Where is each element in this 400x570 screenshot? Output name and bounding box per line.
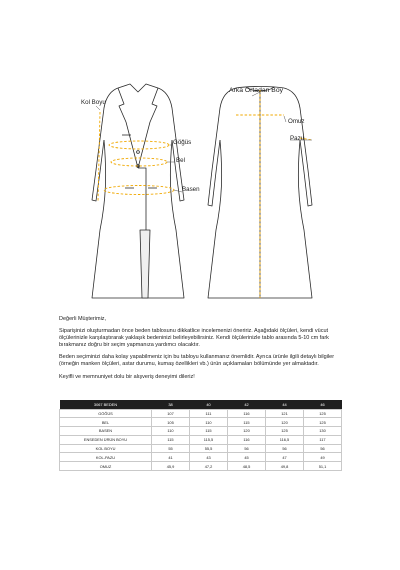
- table-cell: 125: [266, 427, 304, 436]
- table-cell: 47: [266, 453, 304, 462]
- table-cell: 55: [152, 444, 190, 453]
- table-cell: 125: [304, 409, 342, 418]
- label-bicep: Pazu: [290, 135, 305, 142]
- table-cell: 116: [228, 435, 266, 444]
- table-cell: 49,8: [266, 462, 304, 471]
- label-hip: Basen: [182, 186, 200, 193]
- table-cell: 56: [228, 444, 266, 453]
- table-cell: 45: [228, 453, 266, 462]
- size-chart-table: [59, 400, 342, 471]
- table-cell: 107: [152, 409, 190, 418]
- sleeve-length-guide: [98, 112, 100, 202]
- letter-closing: Keyifli ve memnuniyet dolu bir alışveriş deneyimi dileriz!: [59, 373, 195, 380]
- label-waist: Bel: [176, 157, 185, 164]
- table-row: [60, 427, 342, 436]
- table-cell: 115: [190, 427, 228, 436]
- header-cell: 46: [304, 400, 342, 409]
- hip-guide: [104, 186, 174, 195]
- row-label: BASEN: [60, 427, 152, 436]
- table-row: [60, 418, 342, 427]
- table-row: [60, 444, 342, 453]
- table-row: [60, 453, 342, 462]
- table-cell: 105: [152, 418, 190, 427]
- table-cell: 111: [190, 409, 228, 418]
- table-cell: 48,5: [228, 462, 266, 471]
- row-label: GÖĞÜS: [60, 409, 152, 418]
- table-cell: 55,5: [190, 444, 228, 453]
- header-cell: 40: [190, 400, 228, 409]
- table-cell: 47,2: [190, 462, 228, 471]
- table-cell: 41: [152, 453, 190, 462]
- table-cell: 115: [152, 435, 190, 444]
- table-cell: 51,1: [304, 462, 342, 471]
- table-cell: 110: [190, 418, 228, 427]
- chest-guide: [109, 141, 169, 149]
- header-cell: 3067 BEDEN: [60, 400, 152, 409]
- table-cell: 121: [266, 409, 304, 418]
- label-shoulder: Omuz: [288, 118, 305, 125]
- row-label: BEL: [60, 418, 152, 427]
- table-row: [60, 435, 342, 444]
- table-cell: 120: [228, 427, 266, 436]
- table-header-row: [60, 400, 342, 409]
- table-cell: 116,5: [266, 435, 304, 444]
- label-sleeve-length: Kol Boyu: [81, 99, 106, 106]
- letter-paragraph-2: Beden seçiminizi daha kolay yapabilmeniz için bu tabloyu kullanmanız önemlidir. Ayrıca ürünle ilgili detaylı bilgiler (örneğin manken ölçüleri, astar durumu, kumaş özellikleri vb.) ürün açıklamaları bölümünde yer almaktadır.: [59, 354, 335, 368]
- label-chest: Göğüs: [173, 139, 192, 146]
- customer-letter: [59, 316, 344, 386]
- table-cell: 130: [304, 427, 342, 436]
- table-cell: 120: [266, 418, 304, 427]
- table-cell: 125: [304, 418, 342, 427]
- table-cell: 116: [228, 409, 266, 418]
- table-cell: 49: [304, 453, 342, 462]
- table-cell: 56: [266, 444, 304, 453]
- row-label: ENSEDEN ÜRÜN BOYU: [60, 435, 152, 444]
- table-cell: 45,9: [152, 462, 190, 471]
- letter-greeting: Değerli Müşterimiz,: [59, 316, 107, 322]
- header-cell: 42: [228, 400, 266, 409]
- row-label: OMUZ: [60, 462, 152, 471]
- table-row: [60, 409, 342, 418]
- label-back-length: Arka Ortadan Boy: [229, 87, 284, 94]
- row-label: KOL BOYU: [60, 444, 152, 453]
- table-cell: 43: [190, 453, 228, 462]
- header-cell: 38: [152, 400, 190, 409]
- table-cell: 117: [304, 435, 342, 444]
- table-row: [60, 462, 342, 471]
- header-cell: 44: [266, 400, 304, 409]
- table-cell: 110: [152, 427, 190, 436]
- row-label: KOL-PAZU: [60, 453, 152, 462]
- table-cell: 115,5: [190, 435, 228, 444]
- table-cell: 115: [228, 418, 266, 427]
- letter-paragraph-1: Siparişinizi oluşturmadan önce beden tablosunu dikkatlice incelemenizi öneririz. Aşağıdaki ölçüleri, kendi vücut ölçülerinizle karşılaştırarak yaklaşık bedeninizi belirleyebilirsiniz. Kendi ölçülerinizle tablo arasında 5-10 cm fark bırakmanız doğru bir seçim yapmanıza yardımcı olacaktır.: [59, 328, 329, 349]
- table-cell: 56: [304, 444, 342, 453]
